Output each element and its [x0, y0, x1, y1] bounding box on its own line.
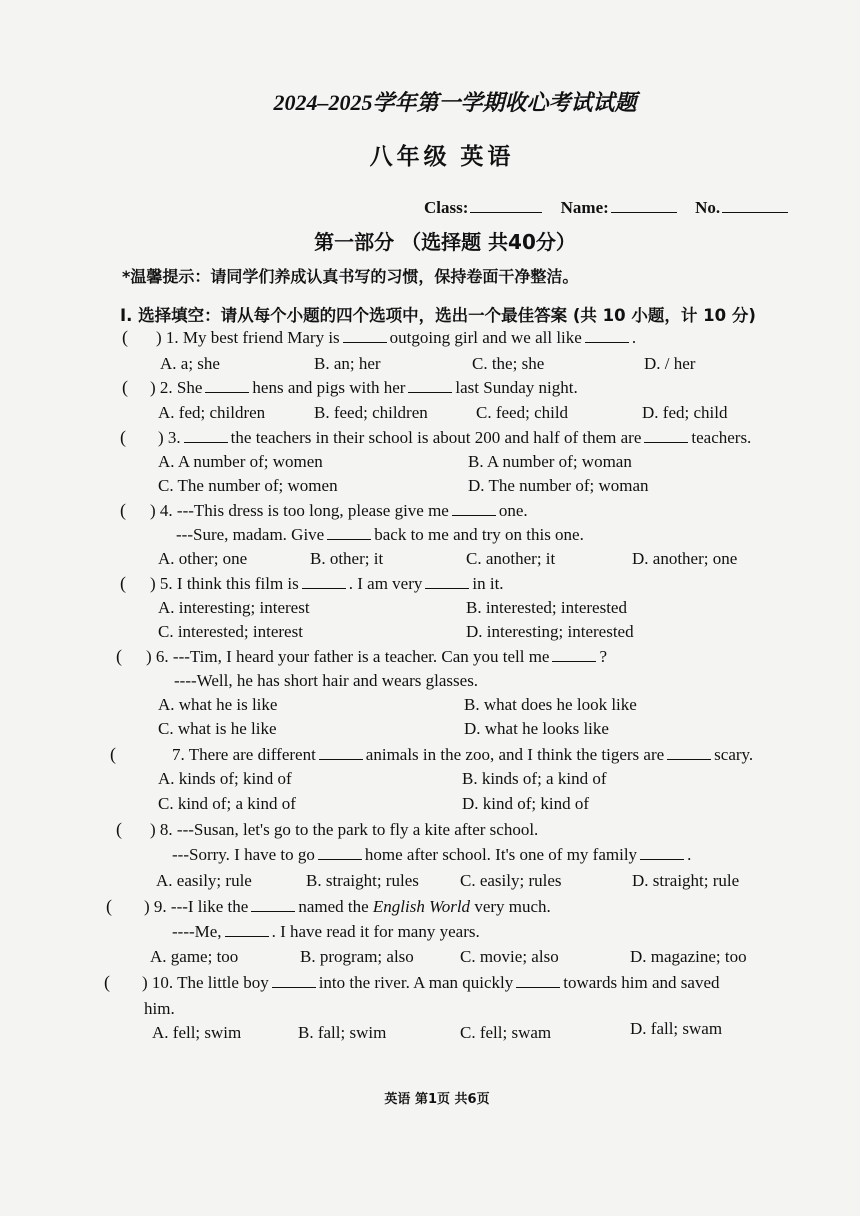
number-field[interactable]	[722, 198, 788, 213]
option-d: D. fall; swam	[630, 1019, 723, 1038]
blank	[425, 574, 469, 589]
option-a: A. a; she	[160, 354, 220, 373]
blank	[343, 328, 387, 343]
number-label: No.	[695, 198, 721, 217]
question-4: ) 4. ---This dress is too long, please give me one.	[150, 501, 528, 520]
blank	[408, 378, 452, 393]
tip-text: *温馨提示：请同学们养成认真书写的习惯，保持卷面干净整洁。	[122, 267, 579, 286]
blank	[184, 428, 228, 443]
option-b: B. straight; rules	[306, 871, 419, 890]
option-c: C. what is he like	[158, 719, 277, 738]
name-label: Name:	[560, 198, 609, 217]
section-instructions: I. 选择填空：请从每个小题的四个选项中，选出一个最佳答案 (共 10 小题，计 10 分)	[120, 306, 756, 325]
class-label: Class:	[424, 198, 469, 217]
option-d: D. / her	[644, 354, 696, 373]
blank	[516, 973, 560, 988]
question-6: ) 6. ---Tim, I heard your father is a teacher. Can you tell me ?	[146, 647, 608, 666]
exam-title: 2024–2025学年第一学期收心考试试题	[273, 90, 637, 115]
option-b: B. interested; interested	[466, 598, 627, 617]
question-3: ) 3. the teachers in their school is about 200 and half of them are teachers.	[158, 428, 752, 447]
question-10: ) 10. The little boy into the river. A man quickly towards him and saved	[142, 973, 720, 992]
option-a: A. A number of; women	[158, 452, 323, 471]
option-d: D. straight; rule	[632, 871, 740, 890]
student-info	[424, 198, 788, 218]
blank	[585, 328, 629, 343]
answer-paren[interactable]: (	[110, 744, 116, 764]
class-field[interactable]	[470, 198, 542, 213]
blank	[318, 845, 362, 860]
blank	[640, 845, 684, 860]
answer-paren[interactable]: (	[120, 427, 126, 447]
option-c: C. movie; also	[460, 947, 559, 966]
blank	[225, 922, 269, 937]
question-10-cont: him.	[144, 999, 175, 1018]
question-5: ) 5. I think this film is . I am very in it.	[150, 574, 504, 593]
option-b: B. program; also	[300, 947, 414, 966]
option-a: A. fell; swim	[152, 1023, 242, 1042]
option-d: D. The number of; woman	[468, 476, 649, 495]
answer-paren[interactable]: (	[120, 500, 126, 520]
question-2: ) 2. She hens and pigs with her last Sunday night.	[150, 378, 578, 397]
blank	[251, 897, 295, 912]
option-b: B. an; her	[314, 354, 381, 373]
question-4-reply: ---Sure, madam. Give back to me and try on this one.	[176, 525, 584, 544]
question-9: ) 9. ---I like the named the English World very much.	[144, 897, 551, 916]
blank	[205, 378, 249, 393]
answer-paren[interactable]: (	[122, 377, 128, 397]
name-field[interactable]	[611, 198, 677, 213]
option-d: D. fed; child	[642, 403, 728, 422]
option-b: B. what does he look like	[464, 695, 637, 714]
option-b: B. A number of; woman	[468, 452, 632, 471]
option-d: D. what he looks like	[464, 719, 609, 738]
option-a: A. interesting; interest	[158, 598, 310, 617]
option-c: C. easily; rules	[460, 871, 562, 890]
option-a: A. what he is like	[158, 695, 278, 714]
blank	[272, 973, 316, 988]
page-footer: 英语 第1页 共6页	[384, 1092, 490, 1107]
option-c: C. interested; interest	[158, 622, 303, 641]
part-title: 第一部分 （选择题 共40分）	[314, 230, 576, 254]
option-a: A. fed; children	[158, 403, 266, 422]
option-a: A. game; too	[150, 947, 239, 966]
blank	[302, 574, 346, 589]
answer-paren[interactable]: (	[104, 972, 110, 992]
option-c: C. another; it	[466, 549, 556, 568]
blank	[667, 745, 711, 760]
answer-paren[interactable]: (	[116, 646, 122, 666]
option-c: C. feed; child	[476, 403, 569, 422]
answer-paren[interactable]: (	[122, 327, 128, 347]
option-d: D. interesting; interested	[466, 622, 634, 641]
answer-paren[interactable]: (	[120, 573, 126, 593]
blank	[644, 428, 688, 443]
option-c: C. the; she	[472, 354, 545, 373]
question-8: ) 8. ---Susan, let's go to the park to fly a kite after school.	[150, 820, 539, 839]
option-b: B. other; it	[310, 549, 384, 568]
blank	[452, 501, 496, 516]
option-d: D. magazine; too	[630, 947, 747, 966]
option-c: C. fell; swam	[460, 1023, 552, 1042]
option-c: C. The number of; women	[158, 476, 338, 495]
option-a: A. kinds of; kind of	[158, 769, 292, 788]
option-b: B. feed; children	[314, 403, 428, 422]
blank	[319, 745, 363, 760]
answer-paren[interactable]: (	[116, 819, 122, 839]
option-d: D. kind of; kind of	[462, 794, 590, 813]
option-a: A. other; one	[158, 549, 248, 568]
question-1: ) 1. My best friend Mary is outgoing girl and we all like .	[156, 328, 637, 347]
blank	[327, 525, 371, 540]
exam-subtitle: 八年级 英语	[369, 144, 515, 169]
option-d: D. another; one	[632, 549, 738, 568]
question-8-reply: ---Sorry. I have to go home after school. It's one of my family .	[172, 845, 692, 864]
option-a: A. easily; rule	[156, 871, 252, 890]
option-b: B. kinds of; a kind of	[462, 769, 607, 788]
option-b: B. fall; swim	[298, 1023, 387, 1042]
question-9-reply: ----Me, . I have read it for many years.	[172, 922, 480, 941]
option-c: C. kind of; a kind of	[158, 794, 296, 813]
blank	[552, 647, 596, 662]
answer-paren[interactable]: (	[106, 896, 112, 916]
question-6-reply: ----Well, he has short hair and wears glasses.	[174, 671, 479, 690]
question-7: 7. There are different animals in the zoo, and I think the tigers are scary.	[172, 745, 754, 764]
